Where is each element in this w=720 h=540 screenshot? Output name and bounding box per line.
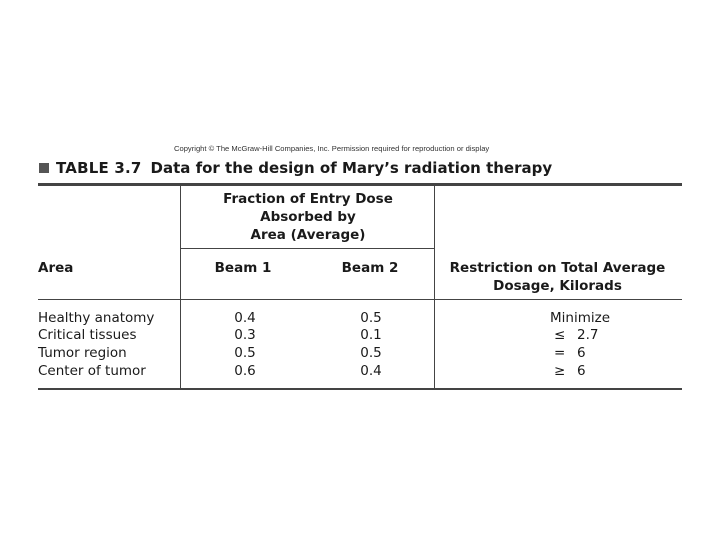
table-label: TABLE 3.7	[56, 159, 142, 177]
row-1-beam-2: 0.5	[360, 310, 382, 326]
row-1-area: Healthy anatomy	[38, 310, 155, 326]
row-3-beam-1: 0.5	[234, 345, 256, 361]
row-4-area: Center of tumor	[38, 363, 146, 379]
table-caption	[39, 157, 552, 179]
header-beam-1: Beam 1	[214, 260, 272, 276]
header-group-line-1: Fraction of Entry Dose	[223, 191, 393, 207]
table-title: Data for the design of Mary’s radiation therapy	[150, 159, 553, 177]
row-1-beam-1: 0.4	[234, 310, 256, 326]
header-restriction-line-1: Restriction on Total Average	[449, 260, 666, 276]
row-4-beam-2: 0.4	[360, 363, 382, 379]
row-3-area: Tumor region	[38, 345, 127, 361]
bottom-rule	[38, 388, 682, 390]
group-underline	[181, 248, 435, 249]
row-2-restriction: 2.7	[577, 327, 599, 343]
header-group-line-3: Area (Average)	[250, 227, 366, 243]
header-bottom-rule	[38, 299, 682, 300]
row-2-beam-1: 0.3	[234, 327, 256, 343]
row-4-restriction: 6	[577, 363, 586, 379]
row-3-operator: =	[554, 345, 566, 361]
row-2-area: Critical tissues	[38, 327, 137, 343]
header-area: Area	[38, 260, 74, 276]
header-restriction-line-2: Dosage, Kilorads	[493, 278, 622, 294]
header-group-line-2: Absorbed by	[260, 209, 356, 225]
square-bullet-icon	[39, 163, 49, 173]
copyright-notice: Copyright © The McGraw-Hill Companies, Inc. Permission required for reproduction or display	[174, 144, 490, 153]
row-3-restriction: 6	[577, 345, 586, 361]
row-3-beam-2: 0.5	[360, 345, 382, 361]
row-1-restriction: Minimize	[550, 310, 610, 326]
row-2-operator: ≤	[554, 327, 566, 343]
row-4-operator: ≥	[554, 363, 566, 379]
top-rule	[38, 183, 682, 186]
header-beam-2: Beam 2	[341, 260, 399, 276]
row-2-beam-2: 0.1	[360, 327, 382, 343]
row-4-beam-1: 0.6	[234, 363, 256, 379]
